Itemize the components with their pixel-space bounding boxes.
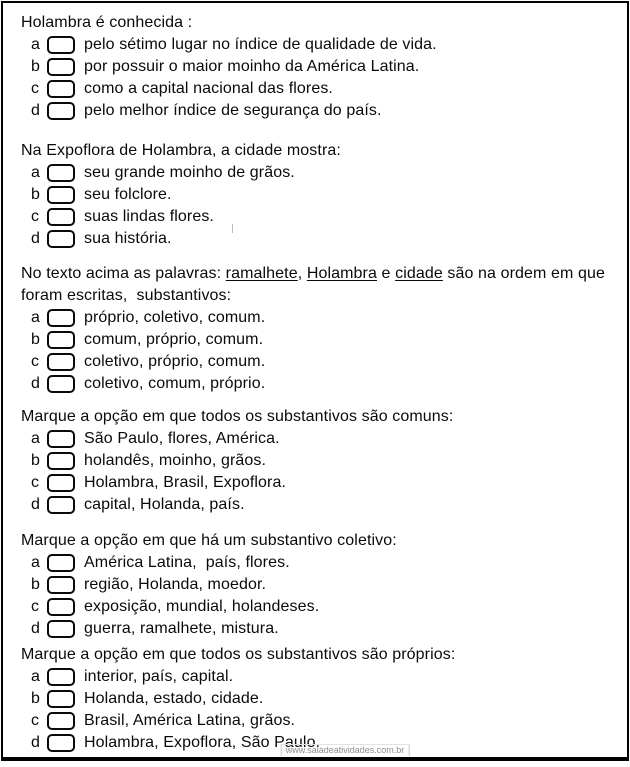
option-label: região, Holanda, moedor. — [84, 576, 267, 593]
option-label: comum, próprio, comum. — [84, 331, 264, 348]
option-letter: c — [31, 474, 39, 491]
option-checkbox[interactable] — [47, 80, 75, 98]
option-checkbox[interactable] — [47, 58, 75, 76]
option-checkbox[interactable] — [47, 164, 75, 182]
option-label: seu folclore. — [84, 186, 172, 203]
underlined-word: cidade — [395, 265, 443, 282]
question-block-3 — [21, 263, 621, 395]
option-checkbox[interactable] — [47, 430, 75, 448]
title-text: , — [297, 265, 307, 282]
option-label: interior, país, capital. — [84, 668, 234, 685]
option-checkbox[interactable] — [47, 620, 75, 638]
option-letter: d — [31, 375, 40, 392]
option-checkbox[interactable] — [47, 186, 75, 204]
option-row[interactable] — [21, 574, 621, 596]
option-label: próprio, coletivo, comum. — [84, 309, 266, 326]
option-letter: b — [31, 690, 40, 707]
option-letter: c — [31, 353, 39, 370]
option-list — [21, 428, 621, 516]
option-letter: a — [31, 164, 40, 181]
option-checkbox[interactable] — [47, 36, 75, 54]
title-text: Marque a opção em que todos os substantivos são comuns: — [21, 408, 454, 425]
option-letter: a — [31, 36, 40, 53]
option-label: Holambra, Expoflora, São Paulo. — [84, 734, 321, 751]
option-checkbox[interactable] — [47, 712, 75, 730]
option-label: pelo melhor índice de segurança do país. — [84, 102, 382, 119]
option-row[interactable] — [21, 618, 621, 640]
option-checkbox[interactable] — [47, 474, 75, 492]
option-list — [21, 666, 621, 754]
question-list — [3, 3, 627, 754]
option-row[interactable] — [21, 428, 621, 450]
option-letter: c — [31, 598, 39, 615]
title-text: Marque a opção em que há um substantivo coletivo: — [21, 532, 397, 549]
option-label: como a capital nacional das flores. — [84, 80, 333, 97]
option-label: coletivo, comum, próprio. — [84, 375, 266, 392]
question-title — [21, 263, 621, 307]
option-checkbox[interactable] — [47, 554, 75, 572]
option-list — [21, 162, 621, 250]
option-row[interactable] — [21, 688, 621, 710]
option-letter: d — [31, 620, 40, 637]
option-letter: b — [31, 452, 40, 469]
option-label: sua história. — [84, 230, 172, 247]
option-label: exposição, mundial, holandeses. — [84, 598, 320, 615]
option-label: suas lindas flores. — [84, 208, 214, 225]
option-row[interactable] — [21, 373, 621, 395]
option-row[interactable] — [21, 307, 621, 329]
option-row[interactable] — [21, 472, 621, 494]
option-row[interactable] — [21, 34, 621, 56]
option-label: pelo sétimo lugar no índice de qualidade de vida. — [84, 36, 437, 53]
title-text: Marque a opção em que todos os substantivos são próprios: — [21, 646, 456, 663]
option-letter: b — [31, 331, 40, 348]
title-text: No texto acima as palavras: — [21, 265, 226, 282]
option-checkbox[interactable] — [47, 734, 75, 752]
question-title — [21, 644, 621, 666]
option-checkbox[interactable] — [47, 496, 75, 514]
option-checkbox[interactable] — [47, 353, 75, 371]
option-row[interactable] — [21, 56, 621, 78]
option-row[interactable] — [21, 710, 621, 732]
underlined-word: Holambra — [306, 265, 377, 282]
option-row[interactable] — [21, 78, 621, 100]
question-block-6 — [21, 644, 621, 754]
option-label: capital, Holanda, país. — [84, 496, 245, 513]
option-letter: a — [31, 554, 40, 571]
option-label: Holambra, Brasil, Expoflora. — [84, 474, 286, 491]
option-label: Brasil, América Latina, grãos. — [84, 712, 296, 729]
worksheet-page — [1, 1, 629, 761]
option-letter: a — [31, 668, 40, 685]
option-checkbox[interactable] — [47, 331, 75, 349]
question-block-5 — [21, 530, 621, 640]
option-label: América Latina, país, flores. — [84, 554, 290, 571]
option-label: por possuir o maior moinho da América Latina. — [84, 58, 420, 75]
option-checkbox[interactable] — [47, 690, 75, 708]
title-text: e — [377, 265, 396, 282]
option-letter: d — [31, 230, 40, 247]
option-row[interactable] — [21, 329, 621, 351]
option-label: coletivo, próprio, comum. — [84, 353, 266, 370]
option-letter: a — [31, 309, 40, 326]
option-label: guerra, ramalhete, mistura. — [84, 620, 279, 637]
option-label: Holanda, estado, cidade. — [84, 690, 264, 707]
option-letter: c — [31, 712, 39, 729]
option-label: holandês, moinho, grãos. — [84, 452, 267, 469]
option-checkbox[interactable] — [47, 208, 75, 226]
option-checkbox[interactable] — [47, 102, 75, 120]
title-text: são na ordem em que foram escritas, substantivos: — [21, 265, 610, 304]
option-letter: c — [31, 208, 39, 225]
option-letter: b — [31, 576, 40, 593]
title-text: Na Expoflora de Holambra, a cidade mostra: — [21, 142, 341, 159]
title-text: Holambra é conhecida : — [21, 14, 193, 31]
option-list — [21, 34, 621, 122]
option-letter: d — [31, 496, 40, 513]
option-checkbox[interactable] — [47, 668, 75, 686]
option-checkbox[interactable] — [47, 309, 75, 327]
option-letter: d — [31, 734, 40, 751]
option-letter: b — [31, 58, 40, 75]
option-checkbox[interactable] — [47, 375, 75, 393]
question-title — [21, 530, 621, 552]
option-row[interactable] — [21, 552, 621, 574]
question-title — [21, 12, 621, 34]
question-title — [21, 140, 621, 162]
option-letter: b — [31, 186, 40, 203]
option-label: seu grande moinho de grãos. — [84, 164, 295, 181]
option-row[interactable] — [21, 596, 621, 618]
question-block-4 — [21, 406, 621, 516]
option-list — [21, 307, 621, 395]
option-checkbox[interactable] — [47, 598, 75, 616]
option-letter: c — [31, 80, 39, 97]
option-row[interactable] — [21, 494, 621, 516]
watermark-url: www.saladeatividades.com.br — [281, 744, 410, 756]
question-title — [21, 406, 621, 428]
option-row[interactable] — [21, 666, 621, 688]
option-label: São Paulo, flores, América. — [84, 430, 280, 447]
option-checkbox[interactable] — [47, 452, 75, 470]
option-row[interactable] — [21, 206, 621, 228]
option-letter: d — [31, 102, 40, 119]
option-checkbox[interactable] — [47, 576, 75, 594]
question-block-2 — [21, 140, 621, 250]
option-row[interactable] — [21, 100, 621, 122]
option-checkbox[interactable] — [47, 230, 75, 248]
option-list — [21, 552, 621, 640]
option-letter: a — [31, 430, 40, 447]
option-row[interactable] — [21, 184, 621, 206]
option-row[interactable] — [21, 450, 621, 472]
underlined-word: ramalhete — [225, 265, 298, 282]
option-row[interactable] — [21, 351, 621, 373]
option-row[interactable] — [21, 162, 621, 184]
scan-artifact — [232, 224, 233, 233]
question-block-1 — [21, 12, 621, 122]
option-row[interactable] — [21, 228, 621, 250]
